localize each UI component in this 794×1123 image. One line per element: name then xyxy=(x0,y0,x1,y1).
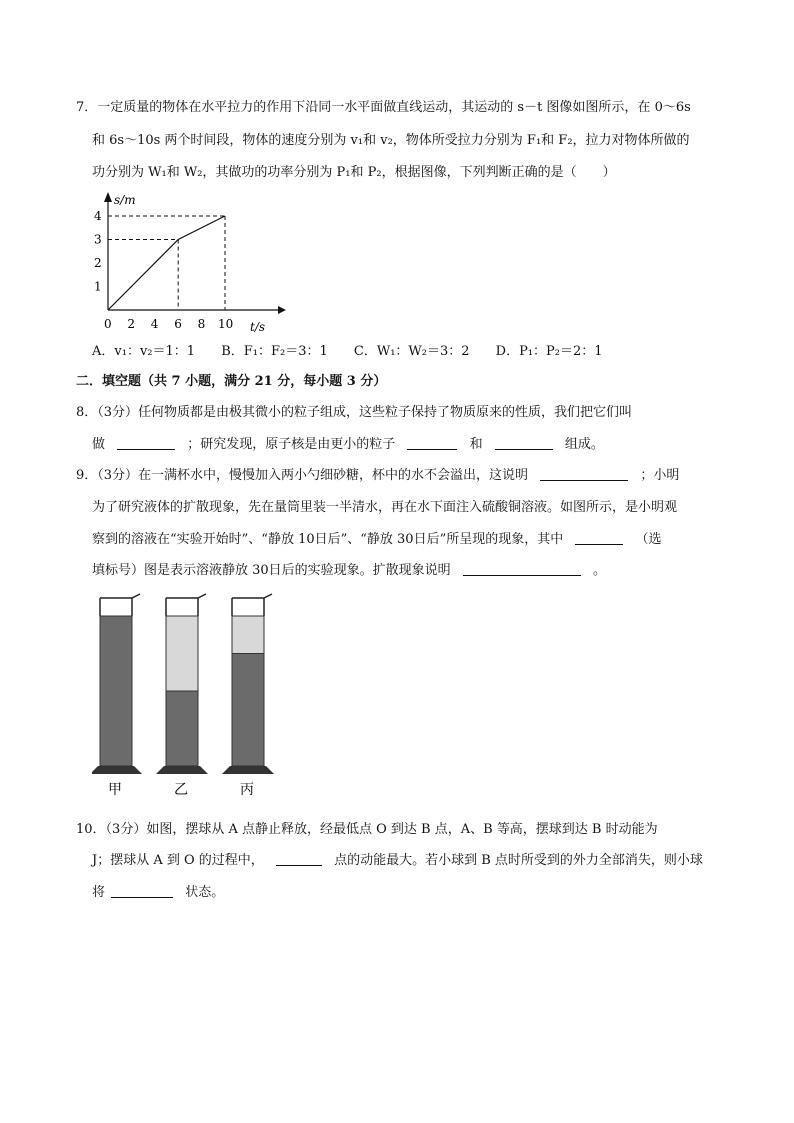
q8-text-c: 和 xyxy=(469,437,483,452)
q9-text-e: 填标号）图是表示溶液静放 30日后的实验现象。扩散现象说明 xyxy=(92,563,451,578)
cylinder-label: 乙 xyxy=(174,782,188,798)
x-axis-arrow xyxy=(278,306,286,314)
q9-text-d: （选 xyxy=(635,532,662,547)
option-d[interactable]: D．P₁：P₂＝2：1 xyxy=(495,344,603,359)
copper-sulfate-solution xyxy=(100,616,132,766)
option-c[interactable]: C．W₁：W₂＝3：2 xyxy=(353,344,470,359)
x-tick-label: 0 xyxy=(104,317,112,331)
x-axis-label: t/s xyxy=(250,320,266,334)
measuring-cylinder xyxy=(92,594,142,798)
cylinder-label: 甲 xyxy=(108,782,122,798)
y-tick-label: 2 xyxy=(94,256,102,270)
s-t-graph xyxy=(88,188,288,338)
q9-line4 xyxy=(92,561,606,581)
q8-line2 xyxy=(92,435,604,455)
q8-line1: 8．（3分）任何物质都是由极其微小的粒子组成，这些粒子保持了物质原来的性质，我们把它们叫 xyxy=(76,405,633,420)
y-axis-label: s/m xyxy=(114,193,136,207)
q10-text-b: 点的动能最大。若小球到 B 点时所受到的外力全部消失，则小球 xyxy=(334,853,703,868)
q9-blank-2[interactable] xyxy=(575,530,623,545)
x-tick-label: 2 xyxy=(127,317,136,331)
q8-text-a: 做 xyxy=(92,437,106,452)
q10-text-d: 状态。 xyxy=(185,885,225,900)
measuring-cylinder xyxy=(156,594,208,798)
copper-sulfate-solution xyxy=(166,691,198,766)
q7-options xyxy=(92,342,625,362)
q10-line3 xyxy=(92,883,224,903)
q9-line2: 为了研究液体的扩散现象，先在量筒里装一半清水，再在水下面注入硫酸铜溶液。如图所示，是小明观 xyxy=(92,500,678,515)
q9-text-f: 。 xyxy=(592,563,606,578)
q9-blank-3[interactable] xyxy=(463,561,581,576)
copper-sulfate-solution xyxy=(232,654,264,767)
q8-blank-3[interactable] xyxy=(495,435,553,450)
q10-line2 xyxy=(92,851,703,871)
q10-blank-1[interactable] xyxy=(276,851,322,866)
q8-blank-1[interactable] xyxy=(117,435,175,450)
q7-line1: 7．一定质量的物体在水平拉力的作用下沿同一水平面做直线运动，其运动的 s－t 图像如图所示，在 0～6s xyxy=(76,100,691,115)
q9-line1 xyxy=(76,466,679,486)
q10-text-c: 将 xyxy=(92,885,106,900)
y-tick-label: 1 xyxy=(94,279,102,294)
q8-blank-2[interactable] xyxy=(407,435,457,450)
q10-line1: 10．（3分）如图，摆球从 A 点静止释放，经最低点 O 到达 B 点，A、B 等高，摆球到达 B 时动能为 xyxy=(76,822,658,837)
q8-text-d: 组成。 xyxy=(564,437,604,452)
q8-text-b: ；研究发现，原子核是由更小的粒子 xyxy=(187,437,396,452)
q9-blank-1[interactable] xyxy=(540,466,628,481)
cylinder-figure xyxy=(92,590,312,810)
q7-line3: 功分别为 W₁和 W₂，其做功的功率分别为 P₁和 P₂，根据图像，下列判断正确的是（ ） xyxy=(92,165,616,180)
q9-line3 xyxy=(92,530,662,550)
q9-text-b: ；小明 xyxy=(640,468,680,483)
x-tick-label: 4 xyxy=(150,317,159,331)
y-tick-label: 3 xyxy=(94,232,102,247)
cylinder-label: 丙 xyxy=(240,782,254,798)
y-tick-label: 4 xyxy=(94,209,102,223)
s-t-line xyxy=(108,216,225,310)
y-axis-arrow xyxy=(104,192,112,202)
q7-line2: 和 6s～10s 两个时间段，物体的速度分别为 v₁和 v₂，物体所受拉力分别为 F₁和 F₂，拉力对物体所做的 xyxy=(92,133,690,148)
option-a[interactable]: A．v₁：v₂＝1：1 xyxy=(92,344,196,359)
measuring-cylinder xyxy=(222,594,274,798)
section-2-title: 二．填空题（共 7 小题，满分 21 分，每小题 3 分） xyxy=(76,374,387,389)
q9-text-a: 9．（3分）在一满杯水中，慢慢加入两小勺细砂糖，杯中的水不会溢出，这说明 xyxy=(76,468,529,483)
x-tick-label: 6 xyxy=(174,317,182,331)
q10-blank-2[interactable] xyxy=(111,883,173,898)
option-b[interactable]: B．F₁：F₂＝3：1 xyxy=(221,344,328,359)
x-tick-label: 8 xyxy=(197,317,206,331)
x-tick-label: 10 xyxy=(218,317,234,331)
q9-text-c: 察到的溶液在“实验开始时”、“静放 10日后”、“静放 30日后”所呈现的现象，其中 xyxy=(92,532,564,547)
q10-text-a: J；摆球从 A 到 O 的过程中， xyxy=(92,853,264,868)
